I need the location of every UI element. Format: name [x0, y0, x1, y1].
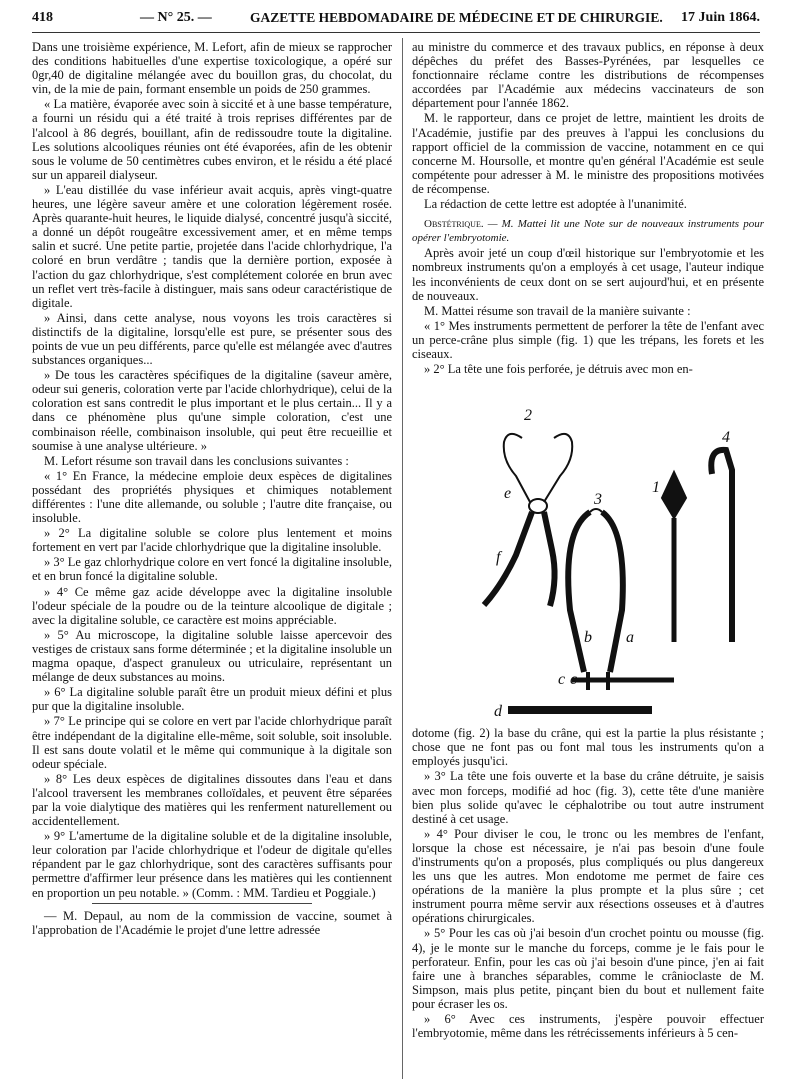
section-heading	[412, 217, 764, 245]
paragraph: Après avoir jeté un coup d'œil historique sur l'embryotomie et les nombreux instruments qu'on a employés à cet usage, l'auteur indique les inconvénients de ceux dont on se sert aujourd'hui, et en présente de nouveaux.	[412, 246, 764, 303]
paragraph: » L'eau distillée du vase inférieur avait acquis, après vingt-quatre heures, une légère saveur amère et une coloration légèrement rosée. Après quarante-huit heures, le liquide dialysé, concentré jusqu'à siccité, a donné un dépôt rougeâtre excessivement amer, et en même temps salin et sucré. Une petite partie, projetée dans l'acide chlorhydrique, l'a coloré en brun verdâtre ; tandis que la dernière portion, exposée à l'action du gaz chlorhydrique, s'est complétement colorée en brun avec un reflet vert très-facile à distinguer, mais sans odeur caractéristique de digitale.	[32, 182, 392, 310]
paragraph: » 8° Les deux espèces de digitalines dissoutes dans l'eau et dans l'alcool traversent les membranes colloïdales, et peuvent être séparées par la voie dialytique des matières qui les renferment naturellement ou accidentellement.	[32, 771, 392, 829]
paragraph: » 3° Le gaz chlorhydrique colore en vert foncé la digitaline insoluble, et en brun foncé la digitaline soluble.	[32, 555, 392, 584]
paragraph: » 5° Pour les cas où j'ai besoin d'un crochet pointu ou mousse (fig. 4), je le monte sur le manche du forceps, comme je le fais pour le perforateur. Enfin, pour les cas où j'ai besoin d'une pince, j'en ai fait faire une à branches séparables, comme le crânioclaste de M. Simpson, mais plus petite, pinçant bien du bout et nullement faite pour écraser les os.	[412, 926, 764, 1011]
page-header	[32, 6, 760, 33]
left-column	[32, 40, 392, 1087]
figure-label: d	[494, 703, 502, 721]
paragraph: Dans une troisième expérience, M. Lefort, afin de mieux se rapprocher des conditions habituelles d'une expertise toxicologique, a opéré sur 0gr,40 de digitaline mélangée avec du bouillon gras, du chocolat, du vin, de la mie de pain, formant ensemble un poids de 250 grammes.	[32, 40, 392, 97]
paragraph: » 3° La tête une fois ouverte et la base du crâne détruite, je saisis avec mon forceps, modifié ad hoc (fig. 3), cette tête d'une manière bien plus solide qu'avec le céphalotribe ou tout autre instrument destiné à cet usage.	[412, 769, 764, 826]
paragraph: La rédaction de cette lettre est adoptée à l'unanimité.	[424, 197, 687, 212]
paragraph: » 6° Avec ces instruments, j'espère pouvoir effectuer l'embryotomie, même dans les rétrécissements inférieurs à 5 cen-	[412, 1012, 764, 1041]
paragraph: » 4° Ce même gaz acide développe avec la digitaline insoluble l'odeur spéciale de la poudre ou de la teinture alcoolique de digitale ; avec la digitaline soluble, ce caractère est moins appréciable.	[32, 584, 392, 627]
paragraph: M. Mattei résume son travail de la manière suivante :	[424, 303, 691, 318]
column-divider	[402, 38, 403, 1079]
figure-label: 1	[652, 479, 660, 497]
paragraph: dotome (fig. 2) la base du crâne, qui est la partie la plus résistante ; chose que ne font pas ou font mal tous les instruments qu'on a employés jusqu'ici.	[412, 726, 764, 769]
figure-label: 4	[722, 429, 730, 447]
figure-label: b	[584, 629, 592, 647]
paragraph: « 1° Mes instruments permettent de perforer la tête de l'enfant avec un perce-crâne plus simple (fig. 1) que les trépans, les forets et les ciseaux.	[412, 318, 764, 361]
issue-date: 17 Juin 1864.	[681, 10, 760, 25]
instruments-figure	[412, 380, 764, 720]
paragraph: » 7° Le principe qui se colore en vert par l'acide chlorhydrique paraît être indépendant de la digitaline elle-même, soit soluble, soit insoluble. Il est sans doute volatil et le même qui communique à la digitale son odeur spéciale.	[32, 714, 392, 771]
paragraph: M. le rapporteur, dans ce projet de lettre, maintient les droits de l'Académie, justifie par des preuves à l'appui les conclusions du rapport officiel de la commission de vaccine, notamment en ce qui concerne M. Hoursolle, et montre qu'en général l'Académie est seule compétente pour adresser à M. le ministre des propositions motivées de récompense.	[412, 111, 764, 196]
figure-label: e	[504, 485, 512, 503]
paragraph: » 4° Pour diviser le cou, le tronc ou les membres de l'enfant, lorsque la chose est nécessaire, je n'ai pas besoin d'une foule d'instruments qu'on a proposés, plus compliqués ou plus dangereux les uns que les autres. Mon endotome me permet de faire ces opérations de la manière la plus prompte et la plus sûre ; cet instrument pourra même servir aux résections osseuses et à d'autres opérations chirurgicales.	[412, 826, 764, 926]
paragraph: « 1° En France, la médecine emploie deux espèces de digitalines possédant des propriétés physiques et chimiques notablement différentes : l'une dite allemande, ou soluble ; l'autre dite française, ou insoluble.	[32, 468, 392, 526]
section-divider	[92, 903, 312, 904]
paragraph: » 6° La digitaline soluble paraît être un produit mieux défini et plus pur que la digitaline insoluble.	[32, 685, 392, 714]
paragraph: » De tous les caractères spécifiques de la digitaline (saveur amère, odeur sui generis, coloration verte par l'acide chlorhydrique), celui de la coloration est sans contredit le plus important et le plus certain... Il y a dans ce phénomène plus qu'une simple coloration, c'est une combinaison réelle, combinaison insoluble, qui peut être recueillie et soumise à une analyse ultérieure. »	[32, 368, 392, 453]
journal-title: GAZETTE HEBDOMADAIRE DE MÉDECINE ET DE CHIRURGIE.	[250, 10, 663, 25]
figure-label: f	[496, 549, 501, 567]
figure-label: 3	[594, 491, 602, 509]
issue-number: — N° 25. —	[140, 10, 212, 25]
paragraph: » 2° La digitaline soluble se colore plus lentement et moins fortement en vert par l'acide chlorhydrique que la digitaline insoluble.	[32, 526, 392, 555]
instruments-illustration	[412, 380, 764, 720]
paragraph-depaul: — M. Depaul, au nom de la commission de vaccine, soumet à l'approbation de l'Académie le projet d'une lettre adressée	[32, 908, 392, 937]
right-column	[412, 40, 764, 1087]
figure-label: c	[570, 671, 578, 689]
figure-label: 2	[524, 407, 532, 425]
paragraph: M. Lefort résume son travail dans les conclusions suivantes :	[44, 453, 349, 468]
figure-label: c	[558, 671, 566, 689]
section-label: Obstétrique.	[424, 218, 484, 231]
paragraph: « La matière, évaporée avec soin à siccité et à une basse température, a fourni un résidu qui a été traité à trois reprises différentes par de l'alcool à 86 degrés, bouillant, afin de redissoudre toute la digitaline. Les solutions alcooliques réunies ont été évaporées, afin de les obtenir sous le volume de 50 centimètres cubes environ, et le résidu a été placé sur un appareil dialyseur.	[32, 97, 392, 182]
figure-label: a	[626, 629, 634, 647]
paragraph: au ministre du commerce et des travaux publics, en réponse à deux dépêches du préfet des Basses-Pyrénées, par lesquelles ce fonctionnaire réclame contre les distributions de récompenses accordées par l'Académie aux médecins vaccinateurs de son département pour l'année 1862.	[412, 40, 764, 111]
section-title: — M. Mattei lit une Note sur de nouveaux instruments pour opérer l'embryotomie.	[412, 218, 764, 245]
paragraph: » Ainsi, dans cette analyse, nous voyons les trois caractères si distinctifs de la digitaline, lorsqu'elle est pure, se présenter sous des points de vue un peu différents, parce qu'elle est mélangée avec d'autres substances organiques...	[32, 310, 392, 368]
page-number: 418	[32, 10, 53, 25]
paragraph: » 9° L'amertume de la digitaline soluble et de la digitaline insoluble, leur coloration par l'acide chlorhydrique et l'odeur de digitale qu'elles répandent par le gaz chlorhydrique, sont des caractères suffisants pour permettre d'affirmer leur présence dans les matières qui les contiennent en proportion un peu notable. » (Comm. : MM. Tardieu et Poggiale.)	[32, 829, 392, 900]
paragraph: » 2° La tête une fois perforée, je détruis avec mon en-	[424, 362, 693, 377]
paragraph: » 5° Au microscope, la digitaline soluble laisse apercevoir des vestiges de cristaux sans forme déterminée ; et la digitaline insoluble un magma opaque, d'aspect granuleux ou utriculaire, représentant un mélange de deux substances au moins.	[32, 627, 392, 685]
